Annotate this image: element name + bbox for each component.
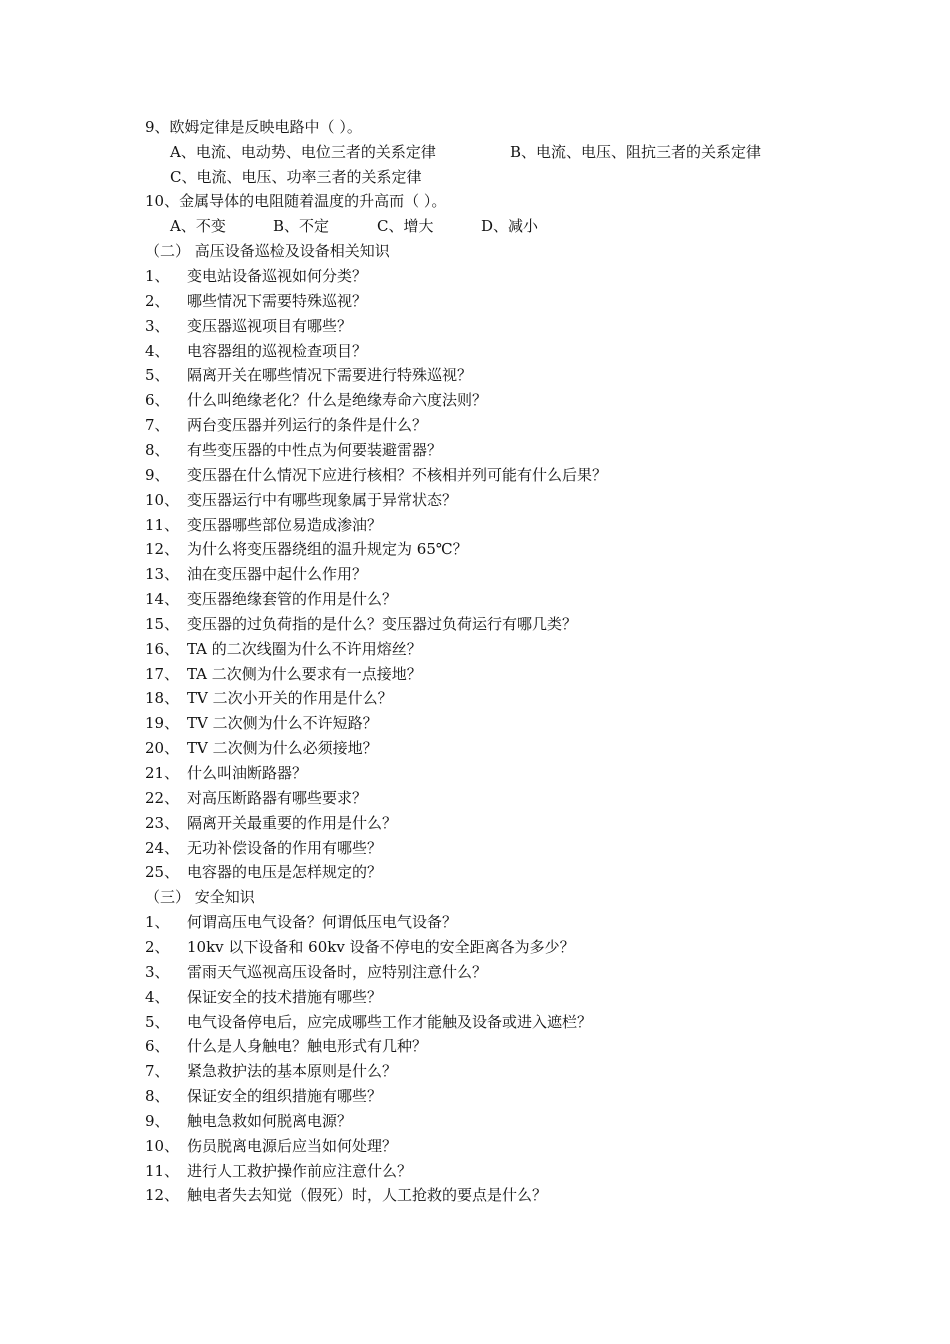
section-3-item-number: 5、 [145, 1012, 170, 1031]
section-2-item-number: 8、 [145, 440, 170, 459]
section-2-item-text: 变压器绝缘套管的作用是什么？ [187, 590, 398, 609]
section-2-item-number: 16、 [145, 639, 180, 658]
section-2-item [145, 736, 378, 761]
section-3-item-text: 什么是人身触电？触电形式有几种？ [187, 1037, 428, 1056]
question-9-option-c: C、电流、电压、功率三者的关系定律 [170, 168, 422, 186]
section-2-item-text: TA 二次侧为什么要求有一点接地？ [187, 664, 422, 683]
section-3-heading: （三） 安全知识 [145, 888, 255, 907]
section-2-item-number: 18、 [145, 689, 180, 708]
section-2-item-number: 21、 [145, 764, 180, 782]
section-2-item [145, 314, 352, 339]
section-2-item [145, 264, 367, 289]
section-2-item-text: 为什么将变压器绕组的温升规定为 65℃？ [187, 540, 468, 559]
section-2-item [145, 711, 378, 736]
section-2-item-text: 变压器的过负荷指的是什么？变压器过负荷运行有哪几类？ [187, 614, 578, 633]
section-2-item [145, 860, 382, 885]
question-9: 9、欧姆定律是反映电路中（ ）。 [145, 118, 362, 136]
section-2-item-number: 20、 [145, 739, 180, 758]
section-2-item-text: 变压器在什么情况下应进行核相？不核相并列可能有什么后果？ [187, 465, 608, 484]
section-2-item [145, 413, 427, 438]
section-2-item-number: 24、 [145, 838, 180, 857]
section-2-item-number: 12、 [145, 540, 180, 559]
section-2-item-number: 13、 [145, 565, 180, 584]
section-3-item [145, 1134, 397, 1159]
section-2-item [145, 662, 422, 687]
section-3-item [145, 1084, 382, 1109]
section-2-item-text: TV 二次侧为什么必须接地？ [187, 739, 378, 758]
question-10-option-b: B、不定 [273, 217, 330, 235]
section-3-item-number: 3、 [145, 962, 170, 981]
section-2-item [145, 562, 367, 587]
section-2-item [145, 363, 472, 388]
section-3-item [145, 910, 457, 935]
section-2-item-text: 变压器哪些部位易造成渗油？ [187, 515, 383, 534]
section-2-item-text: TA 的二次线圈为什么不许用熔丝？ [187, 639, 422, 658]
section-2-item [145, 587, 397, 612]
section-2-item [145, 438, 442, 463]
section-2-item [145, 537, 468, 562]
section-2-item-text: 两台变压器并列运行的条件是什么？ [187, 416, 428, 435]
section-3-item [145, 1034, 427, 1059]
section-2-item-number: 2、 [145, 291, 170, 310]
section-2-item-number: 17、 [145, 664, 180, 683]
section-3-item-number: 10、 [145, 1136, 180, 1155]
section-2-item-text: 变电站设备巡视如何分类？ [187, 267, 368, 285]
section-2-item-text: 变压器巡视项目有哪些？ [187, 316, 353, 335]
section-3-item-text: 电气设备停电后，应完成哪些工作才能触及设备或进入遮栏？ [187, 1012, 593, 1031]
section-2-item [145, 463, 607, 488]
section-2-item-text: 电容器组的巡视检查项目？ [187, 341, 368, 360]
section-2-item [145, 339, 367, 364]
section-2-item-number: 3、 [145, 316, 170, 335]
section-2-item-number: 11、 [145, 515, 180, 534]
section-2-item [145, 836, 382, 861]
section-3-item-text: 10kv 以下设备和 60kv 设备不停电的安全距离各为多少？ [187, 937, 575, 956]
section-2-item [145, 513, 382, 538]
section-2-item-text: 电容器的电压是怎样规定的？ [187, 863, 383, 882]
question-10-option-a: A、不变 [170, 217, 226, 235]
section-2-item [145, 612, 577, 637]
section-2-item-number: 9、 [145, 465, 170, 484]
section-3-item [145, 985, 382, 1010]
section-3-item-number: 7、 [145, 1062, 170, 1081]
section-3-item-text: 触电者失去知觉（假死）时，人工抢救的要点是什么？ [187, 1186, 548, 1205]
section-3-item [145, 1159, 412, 1184]
section-2-item [145, 488, 457, 513]
section-3-item [145, 1059, 397, 1084]
section-3-item-number: 12、 [145, 1186, 180, 1205]
section-2-item-text: 对高压断路器有哪些要求？ [187, 788, 368, 807]
section-2-item-number: 14、 [145, 590, 180, 609]
section-3-item-text: 何谓高压电气设备？何谓低压电气设备？ [187, 913, 458, 932]
section-2-item-text: 隔离开关最重要的作用是什么？ [187, 813, 398, 832]
section-2-item-text: 哪些情况下需要特殊巡视？ [187, 291, 368, 310]
section-2-item [145, 289, 367, 314]
section-2-item-number: 25、 [145, 863, 180, 882]
section-3-item-text: 保证安全的组织措施有哪些？ [187, 1087, 383, 1106]
section-2-item [145, 811, 397, 836]
section-2-item-text: 无功补偿设备的作用有哪些？ [187, 838, 383, 857]
section-2-item [145, 388, 487, 413]
question-9-option-a: A、电流、电动势、电位三者的关系定律 [170, 143, 436, 161]
section-2-item-number: 23、 [145, 813, 180, 832]
section-2-item-number: 19、 [145, 714, 180, 733]
section-2-item [145, 637, 422, 662]
section-3-item-number: 6、 [145, 1037, 170, 1056]
section-3-item [145, 960, 487, 985]
question-9-options-row-1 [170, 140, 761, 165]
section-2-heading: （二） 高压设备巡检及设备相关知识 [145, 242, 390, 260]
section-2-item-number: 7、 [145, 416, 170, 435]
section-2-item [145, 786, 367, 811]
section-3-item-text: 触电急救如何脱离电源？ [187, 1111, 353, 1130]
question-10-options [170, 214, 538, 239]
question-9-option-b: B、电流、电压、阻抗三者的关系定律 [510, 143, 762, 161]
section-2-item-text: TV 二次侧为什么不许短路？ [187, 714, 378, 733]
section-2-item-text: 变压器运行中有哪些现象属于异常状态？ [187, 490, 458, 509]
section-3-item-number: 4、 [145, 987, 170, 1006]
section-3-item-text: 进行人工救护操作前应注意什么？ [187, 1161, 413, 1180]
section-3-item [145, 1109, 352, 1134]
section-3-item-text: 雷雨天气巡视高压设备时，应特别注意什么？ [187, 962, 488, 981]
section-2-item-text: 有些变压器的中性点为何要装避雷器？ [187, 440, 443, 459]
section-2-item-text: TV 二次小开关的作用是什么？ [187, 689, 393, 708]
section-3-item-number: 2、 [145, 937, 170, 956]
section-3-item [145, 935, 575, 960]
section-2-item-text: 什么叫绝缘老化？什么是绝缘寿命六度法则？ [187, 391, 488, 410]
section-3-item-text: 保证安全的技术措施有哪些？ [187, 987, 383, 1006]
section-3-item-text: 伤员脱离电源后应当如何处理？ [187, 1136, 398, 1155]
section-2-item [145, 761, 307, 786]
section-2-item-number: 5、 [145, 366, 170, 385]
section-3-item [145, 1010, 592, 1035]
section-3-item-number: 1、 [145, 913, 170, 932]
section-2-item [145, 686, 393, 711]
section-3-item [145, 1183, 547, 1208]
question-10-option-d: D、减小 [481, 217, 539, 235]
section-2-item-number: 15、 [145, 614, 180, 633]
section-3-item-number: 8、 [145, 1087, 170, 1106]
section-3-item-text: 紧急救护法的基本原则是什么？ [187, 1062, 398, 1081]
section-2-item-number: 10、 [145, 490, 180, 509]
section-3-item-number: 9、 [145, 1111, 170, 1130]
section-2-item-number: 6、 [145, 391, 170, 410]
section-2-item-text: 油在变压器中起什么作用？ [187, 565, 368, 584]
section-2-item-number: 22、 [145, 788, 180, 807]
section-2-item-number: 4、 [145, 341, 170, 360]
section-2-item-text: 隔离开关在哪些情况下需要进行特殊巡视？ [187, 366, 473, 385]
section-2-item-text: 什么叫油断路器？ [187, 764, 308, 782]
section-3-item-number: 11、 [145, 1161, 180, 1180]
question-10: 10、金属导体的电阻随着温度的升高而（ ）。 [145, 192, 447, 210]
section-2-item-number: 1、 [145, 267, 170, 285]
question-10-option-c: C、增大 [377, 217, 434, 235]
